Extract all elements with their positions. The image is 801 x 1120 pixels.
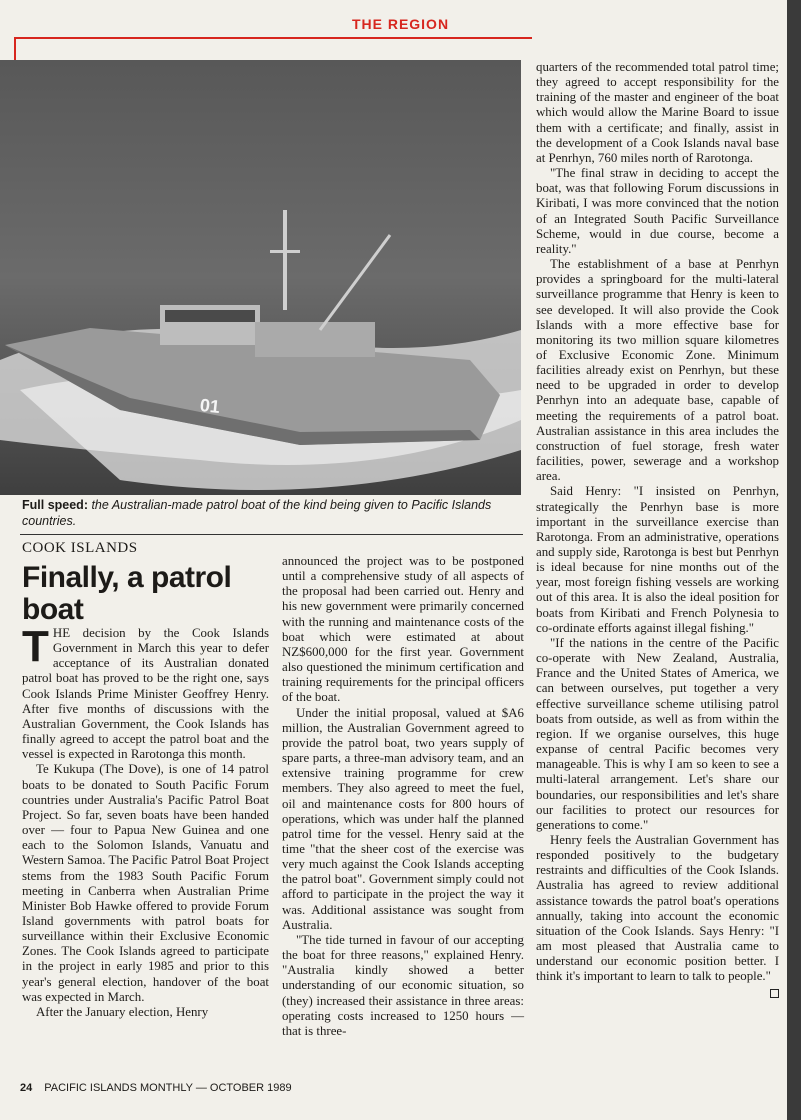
patrol-boat-photo <box>0 60 521 495</box>
paragraph: After the January election, Henry <box>36 1004 209 1019</box>
paragraph: "If the nations in the centre of the Pacific co-operate with New Zealand, Australia, France and the United States of America, we can between ourselves, put together a very effective surveillance scheme utilising patrol boats from outside, as well as from within the region. If we organise ourselves, this huge expanse of central Pacific becomes very manageable. This is why I am so keen to see a multi-lateral arrangement. Let's share our boundaries, our responsibilities and let's share our facilities to protect our resources for generations to come." <box>536 635 779 832</box>
header-rule-right <box>524 37 532 39</box>
caption-text: the Australian-made patrol boat of the kind being given to Pacific Islands countries. <box>22 498 492 528</box>
paragraph: "The tide turned in favour of our accepting the boat for three reasons," explained Henry. "Australia kindly showed a better understanding of our economic situation, so (they) increased their assistance in three areas: operating costs increased to 1250 hours — that is three- <box>282 932 524 1038</box>
hull-number: 01 <box>198 395 221 417</box>
caption-rule <box>20 534 523 535</box>
drop-cap: T <box>22 622 49 671</box>
article-column-1 <box>22 622 269 1020</box>
paragraph: "The final straw in deciding to accept the boat, was that following Forum discussions in Kiribati, I was more convinced that the notion of an Integrated South Pacific Surveillance Scheme, would in due course, become a reality." <box>536 166 779 256</box>
paragraph: Te Kukupa (The Dove), is one of 14 patrol boats to be donated to South Pacific Forum countries under Australia's Pacific Patrol Boat Project. So far, seven boats have been handed over — four to Papua New Guinea and one each to the Solomon Islands, Vanuatu and Western Samoa. The Pacific Patrol Boat Project stems from the 1983 South Pacific Forum meeting in Canberra when Australian Prime Minister Bob Hawke offered to provide Forum Island governments with patrol boats for surveillance within their Exclusive Economic Zones. The Cook Islands agreed to participate in the project in early 1985 and prior to this year's general election, handover of the boat was expected in March. <box>22 762 269 1004</box>
paragraph: announced the project was to be postponed until a comprehensive study of all aspects of the proposal had been carried out. Henry and his new government were primarily concerned with the running and maintenance costs of the boat which were estimated at about NZ$600,000 for the first year. Government also questioned the minimum certification and training requirements for the principal officers of the boat. <box>282 554 524 705</box>
section-header: THE REGION <box>351 16 450 32</box>
paragraph: Under the initial proposal, valued at $A6 million, the Australian Government agreed to provide the patrol boat, two years supply of spare parts, a three-man advisory team, and an extensive training programme for crew members. They also agreed to meet the fuel, oil and maintenance costs for 800 hours of operations, which was under half the planned patrol time for the vessel. Henry said at the time "that the sheer cost of the exercise was very much against the Cook Islands accepting the patrol boat". Government simply could not afford to participate in the project the way it was. Additional assistance was sought from Australia. <box>282 705 524 932</box>
publication-title: PACIFIC ISLANDS MONTHLY — OCTOBER 1989 <box>44 1082 292 1094</box>
paragraph: THE decision by the Cook Islands Government in March this year to defer acceptance of its Australian donated patrol boat has proved to be the right one, says Cook Islands Prime Minister Geoffrey Henry. After five months of discussions with the Australian Government, the Cook Islands has finally agreed to accept the patrol boat and the vessel is expected in Rarotonga this month. <box>22 622 269 762</box>
photo-caption <box>22 497 512 529</box>
paragraph: Said Henry: "I insisted on Penrhyn, strategically the Penrhyn base is more important in the surveillance exercise than Rarotonga. From an administrative, operations and supply side, Rarotonga is best but Penrhyn is ideal because for nine months out of the year, most foreign fishing vessels are working out of this area. It is also the ideal position for boats from Kiribati and French Polynesia to co-ordinate efforts against illegal fishing." <box>536 484 779 635</box>
paragraph: The establishment of a base at Penrhyn provides a springboard for the multi-lateral surveillance programme that Henry is keen to see developed. It will also provide the Cook Islands with a more effective base for monitoring its two million square kilometres of Exclusive Economic Zone. Minimum facilities already exist on Penrhyn, but these need to be upgraded in order to develop Penrhyn into an adequate base, capable of meeting the requirements of a patrol boat. Australian assistance in this area includes the construction of fuel storage, fresh water facilities, power, sewerage and a workshop area. <box>536 257 779 484</box>
header-rule <box>14 37 524 39</box>
caption-lead: Full speed: <box>22 498 88 512</box>
header-rule-vertical <box>14 37 16 61</box>
page-number: 24 <box>20 1082 33 1094</box>
end-mark-icon <box>770 989 779 998</box>
article-headline: Finally, a patrol boat <box>22 561 232 626</box>
paragraph: Henry feels the Australian Government has responded positively to the budgetary restraints and difficulties of the Cook Islands. Australia has agreed to review additional assistance towards the patrol boat's operations annually, taking into account the economic situation of the Cook Islands. Says Henry: "I am most pleased that Australia came to understand our economic position better. I think it's important to learn to talk to people." <box>536 833 779 985</box>
page-edge <box>787 0 801 1120</box>
page-footer <box>20 1082 292 1094</box>
article-column-3 <box>536 60 779 998</box>
article-kicker: COOK ISLANDS <box>22 540 138 556</box>
article-column-2 <box>282 554 524 1039</box>
paragraph: quarters of the recommended total patrol time; they agreed to accept responsibility for the training of the master and engineer of the boat which would allow the Marine Board to issue them with a certificate; and finally, assist in the development of a Cook Islands naval base at Penrhyn, 760 miles north of Rarotonga. <box>536 60 779 165</box>
